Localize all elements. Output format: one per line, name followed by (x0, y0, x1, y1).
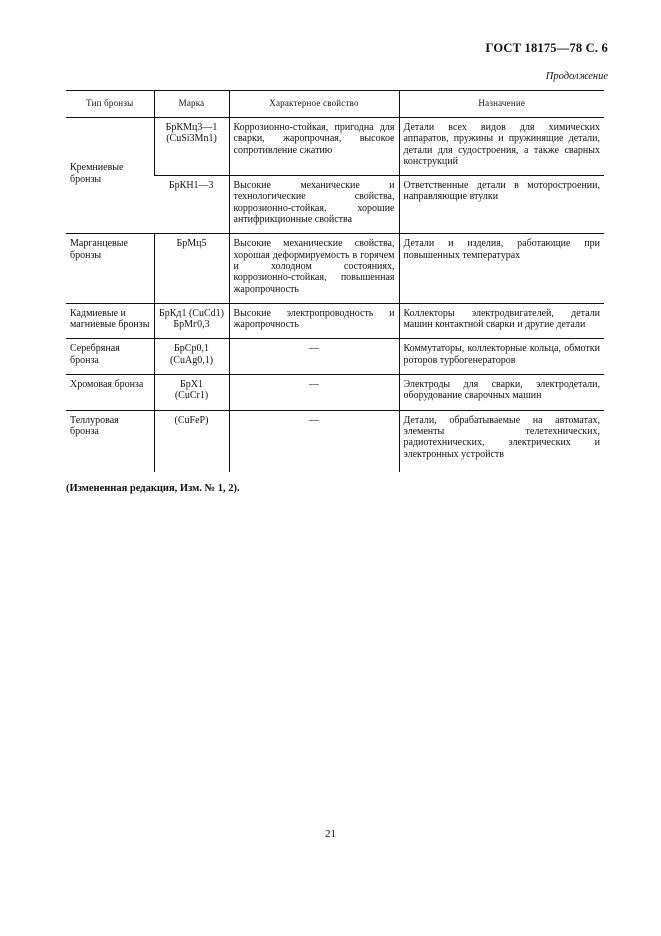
mark-cell (154, 303, 229, 339)
mark-cell (154, 375, 229, 411)
bronze-type-cell: Серебряная бронза (66, 339, 154, 375)
revision-note: (Измененная редакция, Изм. № 1, 2). (66, 483, 240, 494)
purpose-cell: Ответственные детали в моторостроении, направляющие втулки (399, 176, 604, 234)
mark-cell (154, 339, 229, 375)
mark-code: БрМг0,3 (173, 319, 210, 331)
table-row (66, 303, 604, 339)
purpose-cell: Детали всех видов для химических аппаратов, пружины и пружинящие детали, детали для судостроения, а также сварных конструкций (399, 118, 604, 176)
table-row (66, 410, 604, 472)
table-row (66, 118, 604, 176)
purpose-cell: Электроды для сварки, электродетали, оборудование сварочных машин (399, 375, 604, 411)
table-row (66, 375, 604, 411)
column-header-purpose: Назначение (399, 91, 604, 118)
mark-code: (CuFeP) (174, 414, 209, 426)
purpose-cell: Детали, обрабатываемые на автоматах, элементы телетехнических, радиотехнических, электрических и электронных устройств (399, 410, 604, 472)
mark-code: БрКд1 (CuCd1) (159, 307, 224, 319)
document-reference: ГОСТ 18175—78 С. 6 (485, 41, 608, 55)
property-cell: Коррозионно-стойкая, пригодна для сварки, жаропрочная, высокое сопротивление сжатию (229, 118, 399, 176)
mark-cell (154, 410, 229, 472)
table-header-row (66, 91, 604, 118)
bronze-type-cell: Кадмиевые и магниевые бронзы (66, 303, 154, 339)
property-cell: — (229, 375, 399, 411)
column-header-property: Характерное свойство (229, 91, 399, 118)
column-header-mark: Марка (154, 91, 229, 118)
property-cell: Высокие электропроводность и жаропрочность (229, 303, 399, 339)
mark-code: (CuCr1) (174, 390, 209, 402)
continuation-label: Продолжение (545, 71, 608, 82)
page-number: 21 (325, 828, 336, 840)
bronze-type-cell: Теллуровая бронза (70, 414, 119, 437)
bronze-type-cell: Хромовая бронза (66, 375, 154, 411)
table-row (66, 234, 604, 303)
purpose-cell: Коммутаторы, коллекторные кольца, обмотки роторов турбогенераторов (399, 339, 604, 375)
mark-cell (154, 176, 229, 234)
column-header-type: Тип бронзы (66, 91, 154, 118)
property-cell: Высокие механические и технологические свойства, коррозионно-стойкая, хорошие антифрикционные свойства (229, 176, 399, 234)
mark-cell (154, 118, 229, 176)
purpose-cell: Детали и изделия, работающие при повышенных температурах (399, 234, 604, 303)
purpose-cell: Коллекторы электродвигателей, детали машин контактной сварки и другие детали (399, 303, 604, 339)
property-cell: — (229, 339, 399, 375)
mark-code: БрМц5 (176, 238, 207, 250)
table-row (66, 339, 604, 375)
property-cell: — (229, 410, 399, 472)
mark-code: (CuSi3Mn1) (166, 133, 217, 145)
bronze-table (66, 90, 604, 472)
mark-code: БрХ1 (180, 379, 203, 391)
property-cell: Высокие механические свойства, хорошая деформируемость в горячем и холодном состояниях, коррозионно-стойкая, повышенная жаропрочность (229, 234, 399, 303)
bronze-type-cell: Кремниевые бронзы (66, 118, 154, 234)
mark-cell (154, 234, 229, 303)
mark-code: (CuAg0,1) (169, 354, 214, 366)
mark-code: БрСр0,1 (174, 343, 209, 355)
mark-code: БрКН1—3 (168, 180, 214, 192)
mark-code: БрКМц3—1 (165, 122, 218, 133)
bronze-type-cell: Марганцевые бронзы (66, 234, 154, 303)
